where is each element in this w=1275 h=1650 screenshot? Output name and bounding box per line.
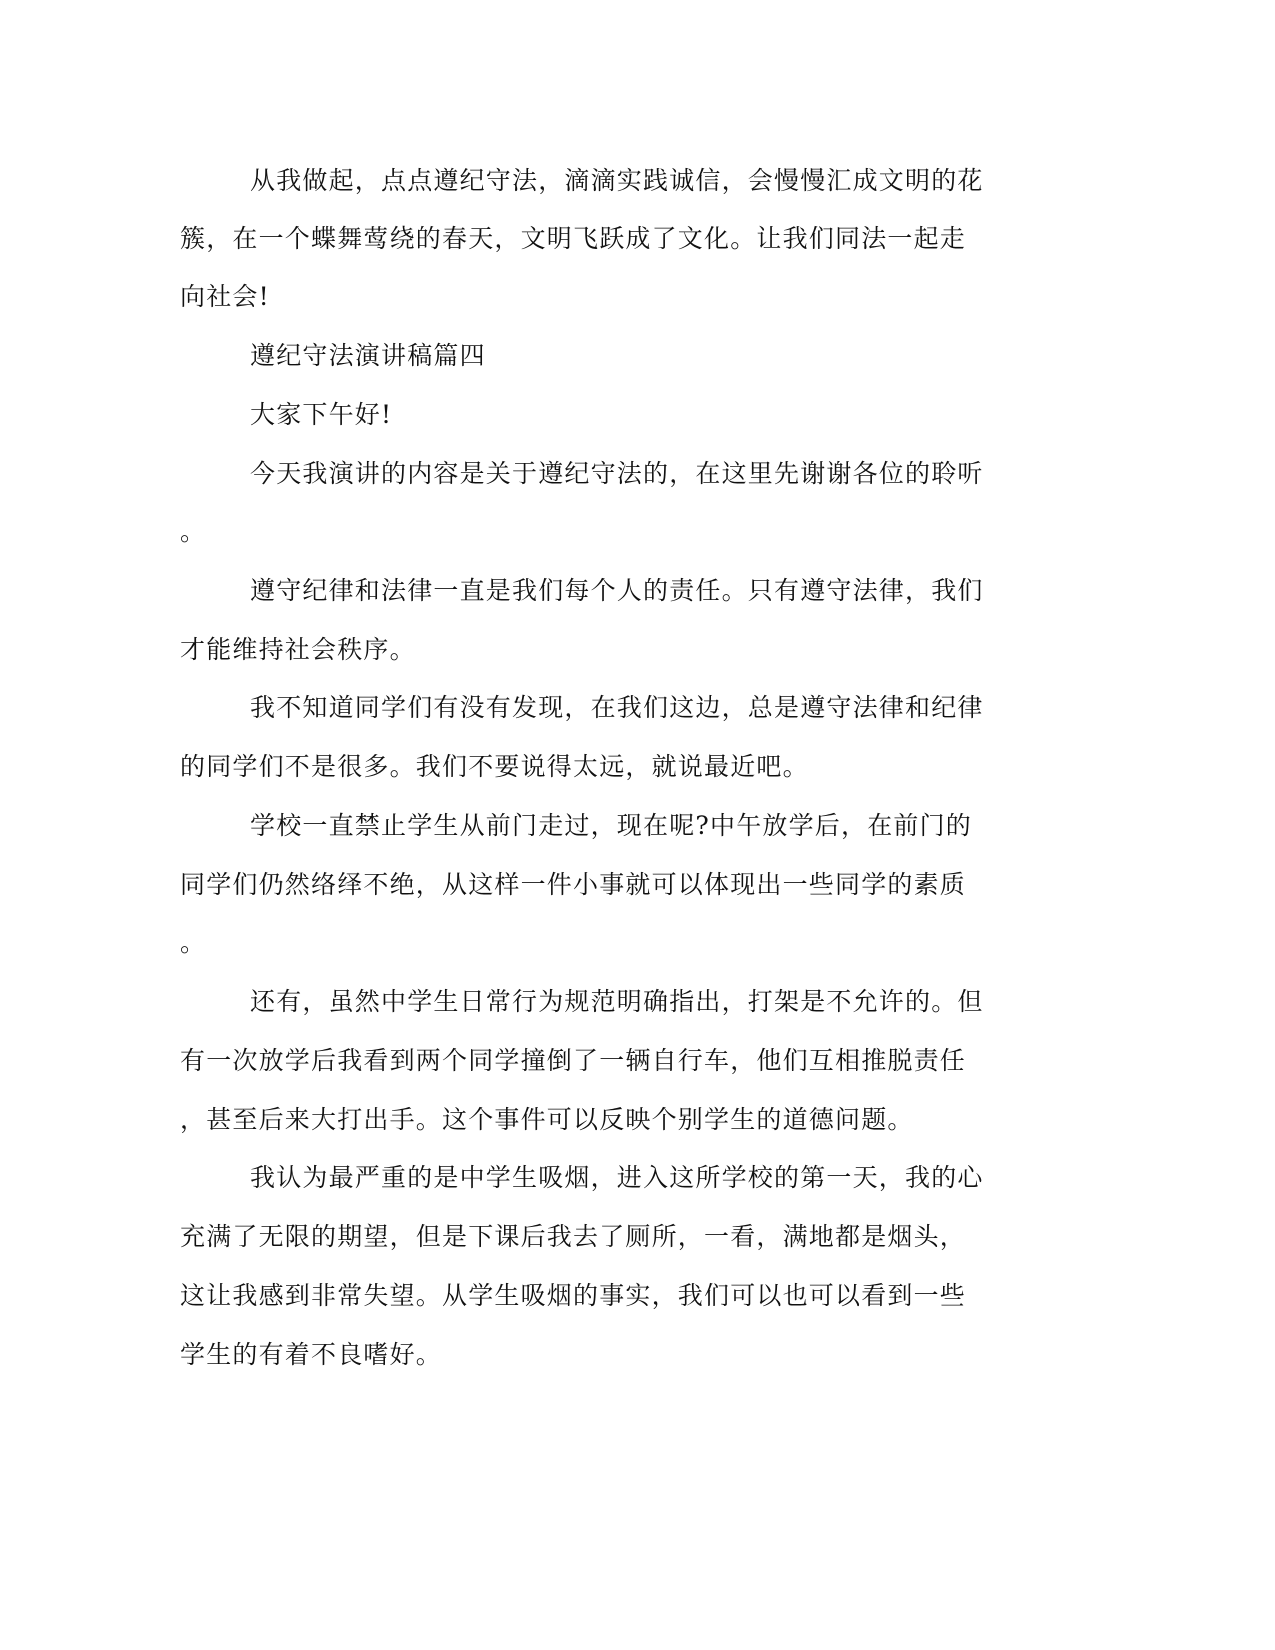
paragraph-line: 向社会! xyxy=(180,282,270,311)
paragraph-line: 。 xyxy=(180,517,207,546)
paragraph-line: 今天我演讲的内容是关于遵纪守法的，在这里先谢谢各位的聆听 xyxy=(250,459,984,488)
section-heading: 遵纪守法演讲稿篇四 xyxy=(250,341,486,370)
paragraph-line: 才能维持社会秩序。 xyxy=(180,635,416,664)
paragraph-line: 我认为最严重的是中学生吸烟，进入这所学校的第一天，我的心 xyxy=(250,1163,984,1192)
paragraph-line: 还有，虽然中学生日常行为规范明确指出，打架是不允许的。但 xyxy=(250,987,984,1016)
paragraph-line: 从我做起，点点遵纪守法，滴滴实践诚信，会慢慢汇成文明的花 xyxy=(250,166,984,195)
paragraph-line: 我不知道同学们有没有发现，在我们这边，总是遵守法律和纪律 xyxy=(250,693,984,722)
paragraph-line: 这让我感到非常失望。从学生吸烟的事实，我们可以也可以看到一些 xyxy=(180,1281,967,1310)
paragraph-line: 的同学们不是很多。我们不要说得太远，就说最近吧。 xyxy=(180,752,809,781)
paragraph-line: 同学们仍然络绎不绝，从这样一件小事就可以体现出一些同学的素质 xyxy=(180,870,967,899)
paragraph-line: 学生的有着不良嗜好。 xyxy=(180,1340,443,1369)
paragraph-line: 学校一直禁止学生从前门走过，现在呢?中午放学后，在前门的 xyxy=(250,811,973,840)
paragraph-line: 遵守纪律和法律一直是我们每个人的责任。只有遵守法律，我们 xyxy=(250,576,984,605)
paragraph-line: ，甚至后来大打出手。这个事件可以反映个别学生的道德问题。 xyxy=(180,1105,914,1134)
paragraph-line: 有一次放学后我看到两个同学撞倒了一辆自行车，他们互相推脱责任 xyxy=(180,1046,967,1075)
paragraph-line: 充满了无限的期望，但是下课后我去了厕所，一看，满地都是烟头， xyxy=(180,1222,967,1251)
greeting-line: 大家下午好! xyxy=(250,400,393,429)
paragraph-line: 。 xyxy=(180,928,207,957)
paragraph-line: 簇，在一个蝶舞莺绕的春天，文明飞跃成了文化。让我们同法一起走 xyxy=(180,224,967,253)
